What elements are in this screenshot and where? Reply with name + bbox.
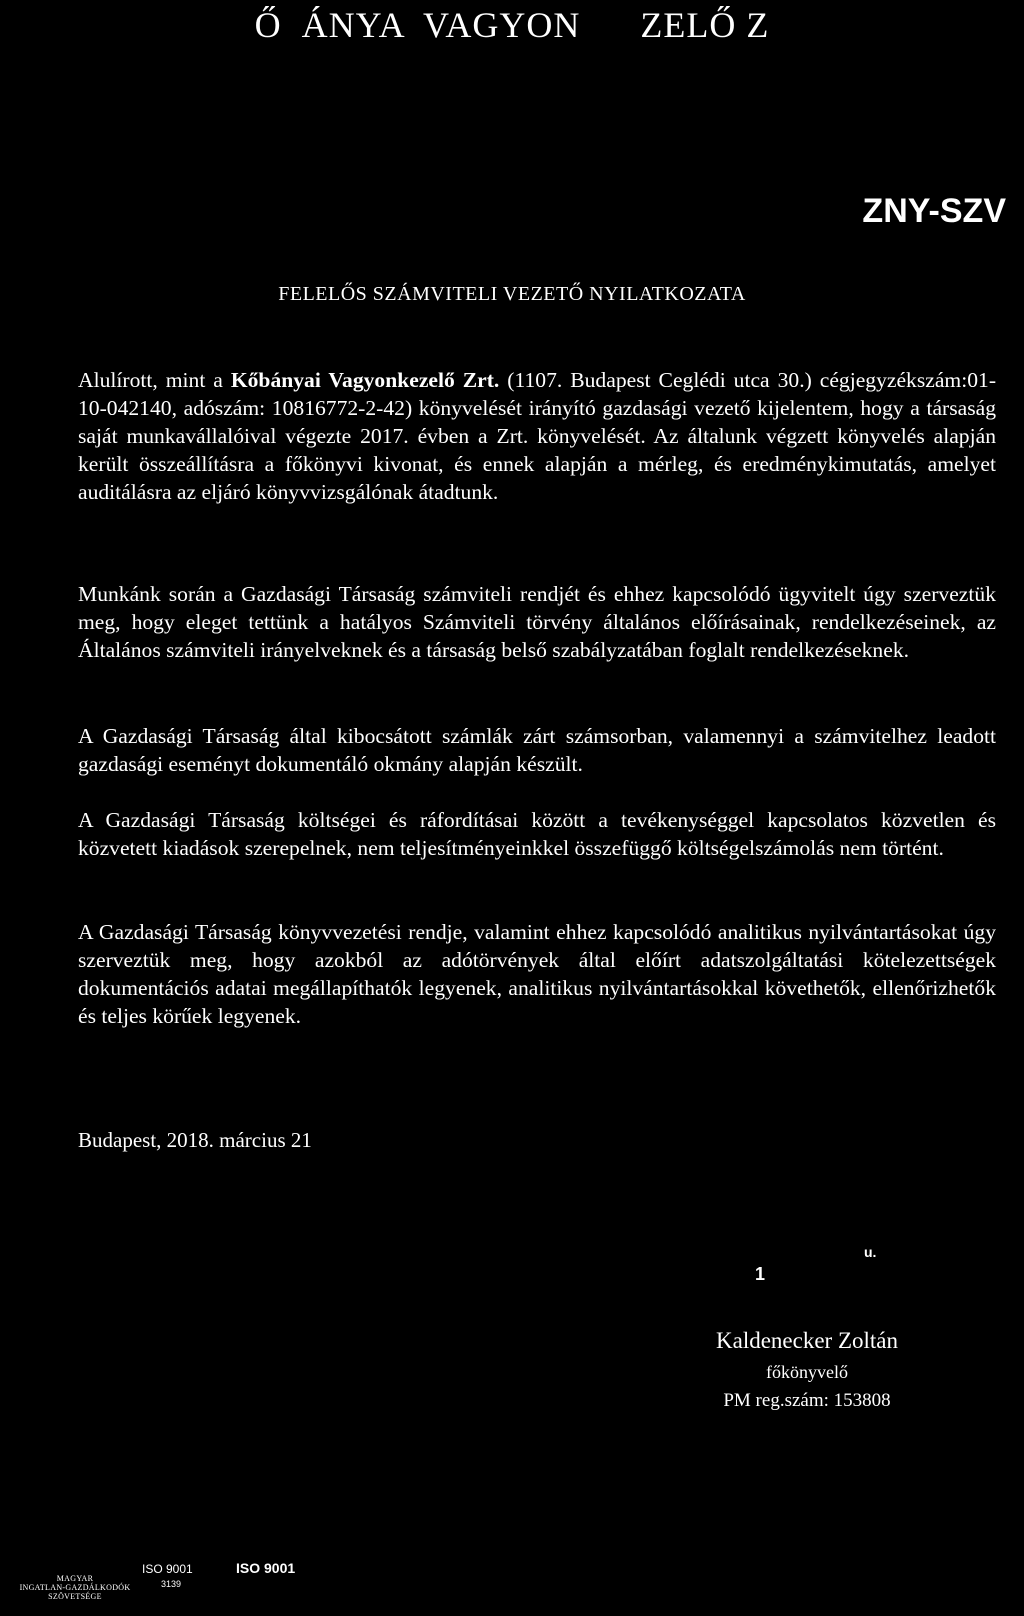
place-date: Budapest, 2018. március 21 [78, 1128, 312, 1152]
paragraph-2 [78, 722, 996, 778]
paragraph-4 [78, 918, 996, 1030]
intro-lead: Alulírott, mint a [78, 368, 223, 392]
paragraph-text: A Gazdasági Társaság költségei és ráfordításai között a tevékenységgel kapcsolatos közvetlen és közvetett kiadások szerepelnek, nem teljesítményeinkkel összefüggő költségelszámolás nem történt. [78, 808, 996, 860]
iso-cert-right: ISO 9001 [236, 1560, 296, 1576]
intro-paragraph [78, 366, 996, 506]
paragraph-3 [78, 806, 996, 862]
iso-cert-left-number: 3139 [161, 1579, 182, 1589]
paragraph-text: Munkánk során a Gazdasági Társaság számviteli rendjét és ehhez kapcsolódó ügyvitelt úgy szerveztük meg, hogy eleget tettünk a hatályos Számviteli törvény általános előírásainak, rendelkezéseinek, az Általános számviteli irányelveknek és a társaság belső szabályzatában foglalt rendelkezéseknek. [78, 582, 996, 662]
iso-cert-left: ISO 9001 [142, 1562, 193, 1576]
document-title: FELELŐS SZÁMVITELI VEZETŐ NYILATKOZATA [278, 283, 746, 305]
signatory-registration: PM reg.szám: 153808 [723, 1390, 891, 1411]
paragraph-text: A Gazdasági Társaság által kibocsátott számlák zárt számsorban, valamennyi a számvitelhez leadott gazdasági eseményt dokumentáló okmány alapján készült. [78, 724, 996, 776]
association-logo-caption [0, 1574, 150, 1601]
header-title-fragment: Ő ÁNYA VAGYON ZELŐ Z [254, 5, 770, 45]
signatory-name: Kaldenecker Zoltán [716, 1328, 898, 1353]
logo-line: MAGYAR [56, 1574, 94, 1583]
signatory-role: főkönyvelő [766, 1362, 848, 1382]
stamp-mark-u: u. [864, 1244, 877, 1260]
logo-line: SZÖVETSÉGE [48, 1592, 102, 1601]
logo-line: INGATLAN-GAZDÁLKODÓK [19, 1583, 131, 1592]
stamp-mark-one: 1 [755, 1264, 766, 1284]
intro-body: (1107. Budapest Ceglédi utca 30.) cégjegyzékszám:01-10-042140, adószám: 10816772-2-42) könyvelését irányító gazdasági vezető kijelentem, hogy a társaság saját munkavállalóival végezte 2017. évben a Zrt. könyvelését. Az általunk végzett könyvelés alapján került összeállításra a főkönyvi kivonat, és ennek alapján a mérleg, és eredménykimutatás, amelyet auditálásra az eljáró könyvvizsgálónak átadtunk. [78, 368, 997, 504]
company-name: Kőbányai Vagyonkezelő Zrt. [230, 368, 500, 392]
document-code: ZNY-SZV [862, 192, 1006, 230]
paragraph-1 [78, 580, 996, 664]
paragraph-text: A Gazdasági Társaság könyvvezetési rendje, valamint ehhez kapcsolódó analitikus nyilvántartásokat úgy szerveztük meg, hogy azokból az adótörvények által előírt adatszolgáltatási kötelezettségek dokumentációs adatai megállapíthatók legyenek, analitikus nyilvántartásokkal követhetők, ellenőrizhetők és teljes körűek legyenek. [78, 920, 996, 1028]
